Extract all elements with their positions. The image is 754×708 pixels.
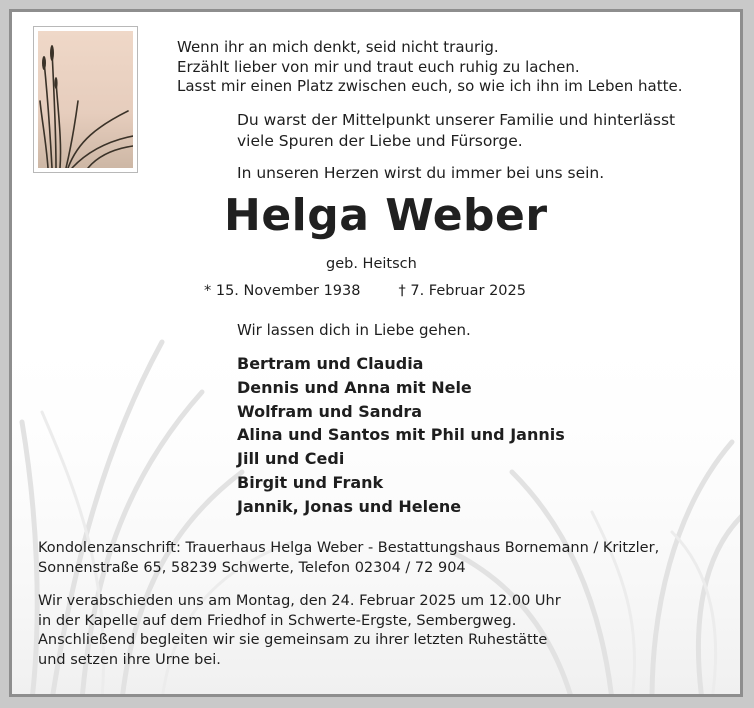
family-member: Bertram und Claudia [237,354,424,373]
family-list [237,352,565,519]
death-date: † 7. Februar 2025 [398,283,526,299]
service-line: Wir verabschieden uns am Montag, den 24. Februar 2025 um 12.00 Uhr [38,593,561,609]
maiden-name: geb. Heitsch [326,256,417,272]
condolence-line: Sonnenstraße 65, 58239 Schwerte, Telefon 02304 / 72 904 [38,559,466,576]
poem [177,38,682,97]
life-dates [204,283,526,299]
funeral-service-info [38,592,561,670]
deceased-name: Helga Weber [224,190,548,241]
tribute-text [237,110,675,152]
family-member: Jannik, Jonas und Helene [237,496,462,516]
family-member: Wolfram und Sandra [237,401,423,421]
family-member: Jill und Cedi [237,449,345,469]
obituary-card [9,9,743,697]
memorial-photo [33,26,138,173]
poem-line: Lasst mir einen Platz zwischen euch, so wie ich ihn im Leben hatte. [177,77,683,95]
tribute-closing: In unseren Herzen wirst du immer bei uns sein. [237,164,605,182]
family-member: Birgit und Frank [237,472,384,492]
family-member: Alina und Santos mit Phil und Jannis [237,425,565,445]
birth-date: * 15. November 1938 [204,283,361,299]
service-line: und setzen ihre Urne bei. [38,651,221,668]
poem-line: Wenn ihr an mich denkt, seid nicht traurig. [177,38,499,56]
farewell-text: Wir lassen dich in Liebe gehen. [237,321,471,339]
tribute-line: Du warst der Mittelpunkt unserer Familie und hinterlässt [237,111,676,129]
poem-line: Erzählt lieber von mir und traut euch ruhig zu lachen. [177,57,580,76]
grass-sunset-image [38,31,133,168]
family-member: Dennis und Anna mit Nele [237,377,472,397]
service-line: in der Kapelle auf dem Friedhof in Schwerte-Ergste, Sembergweg. [38,612,517,629]
condolence-line: Kondolenzanschrift: Trauerhaus Helga Weber - Bestattungshaus Bornemann / Kritzler, [38,540,660,556]
service-line: Anschließend begleiten wir sie gemeinsam zu ihrer letzten Ruhestätte [38,632,548,648]
condolence-address [38,539,659,578]
tribute-line: viele Spuren der Liebe und Fürsorge. [237,132,523,150]
